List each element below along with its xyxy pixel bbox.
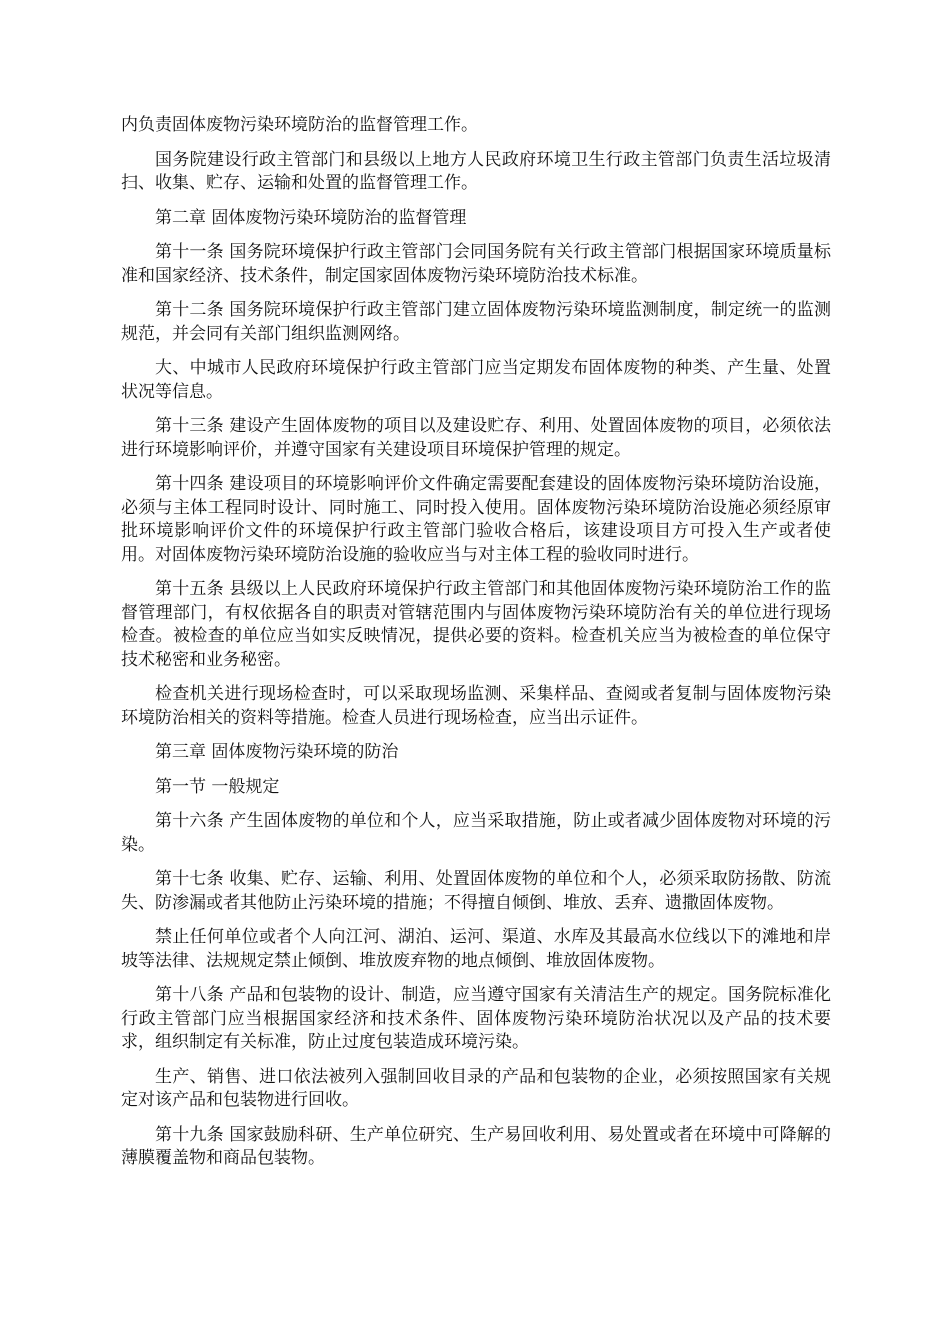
- article-11: 第十一条 国务院环境保护行政主管部门会同国务院有关行政主管部门根据国家环境质量标准和国家经济、技术条件，制定国家固体废物污染环境防治技术标准。: [121, 242, 831, 286]
- document-page: [121, 114, 831, 1182]
- article-19: 第十九条 国家鼓励科研、生产单位研究、生产易回收利用、易处置或者在环境中可降解的薄膜覆盖物和商品包装物。: [121, 1124, 831, 1168]
- paragraph-continuation: 内负责固体废物污染环境防治的监督管理工作。: [121, 115, 478, 135]
- paragraph: 检查机关进行现场检查时，可以采取现场监测、采集样品、查阅或者复制与固体废物污染环境防治相关的资料等措施。检查人员进行现场检查，应当出示证件。: [121, 684, 831, 728]
- article-12: 第十二条 国务院环境保护行政主管部门建立固体废物污染环境监测制度，制定统一的监测规范，并会同有关部门组织监测网络。: [121, 300, 831, 344]
- article-17: 第十七条 收集、贮存、运输、利用、处置固体废物的单位和个人，必须采取防扬散、防流失、防渗漏或者其他防止污染环境的措施；不得擅自倾倒、堆放、丢弃、遗撒固体废物。: [121, 869, 831, 913]
- section-heading: 第一节 一般规定: [155, 776, 280, 797]
- article-15: 第十五条 县级以上人民政府环境保护行政主管部门和其他固体废物污染环境防治工作的监督管理部门，有权依据各自的职责对管辖范围内与固体废物污染环境防治有关的单位进行现场检查。被检查的单位应当如实反映情况，提供必要的资料。检查机关应当为被检查的单位保守技术秘密和业务秘密。: [121, 579, 831, 670]
- article-13: 第十三条 建设产生固体废物的项目以及建设贮存、利用、处置固体废物的项目，必须依法进行环境影响评价，并遵守国家有关建设项目环境保护管理的规定。: [121, 416, 831, 460]
- chapter-heading: 第三章 固体废物污染环境的防治: [155, 742, 399, 762]
- article-14: 第十四条 建设项目的环境影响评价文件确定需要配套建设的固体废物污染环境防治设施，必须与主体工程同时设计、同时施工、同时投入使用。固体废物污染环境防治设施必须经原审批环境影响评价文件的环境保护行政主管部门验收合格后，该建设项目方可投入生产或者使用。对固体废物污染环境防治设施的验收应当与对主体工程的验收同时进行。: [121, 474, 831, 565]
- article-18: 第十八条 产品和包装物的设计、制造，应当遵守国家有关清洁生产的规定。国务院标准化行政主管部门应当根据国家经济和技术条件、固体废物污染环境防治状况以及产品的技术要求，组织制定有关标准，防止过度包装造成环境污染。: [121, 985, 831, 1052]
- paragraph: 国务院建设行政主管部门和县级以上地方人民政府环境卫生行政主管部门负责生活垃圾清扫、收集、贮存、运输和处置的监督管理工作。: [121, 149, 831, 193]
- chapter-heading: 第二章 固体废物污染环境防治的监督管理: [155, 207, 467, 228]
- article-16: 第十六条 产生固体废物的单位和个人，应当采取措施，防止或者减少固体废物对环境的污染。: [121, 811, 831, 855]
- paragraph: 禁止任何单位或者个人向江河、湖泊、运河、渠道、水库及其最高水位线以下的滩地和岸坡等法律、法规规定禁止倾倒、堆放废弃物的地点倾倒、堆放固体废物。: [121, 927, 831, 971]
- paragraph: 大、中城市人民政府环境保护行政主管部门应当定期发布固体废物的种类、产生量、处置状况等信息。: [121, 358, 831, 402]
- paragraph: 生产、销售、进口依法被列入强制回收目录的产品和包装物的企业，必须按照国家有关规定对该产品和包装物进行回收。: [121, 1066, 831, 1110]
